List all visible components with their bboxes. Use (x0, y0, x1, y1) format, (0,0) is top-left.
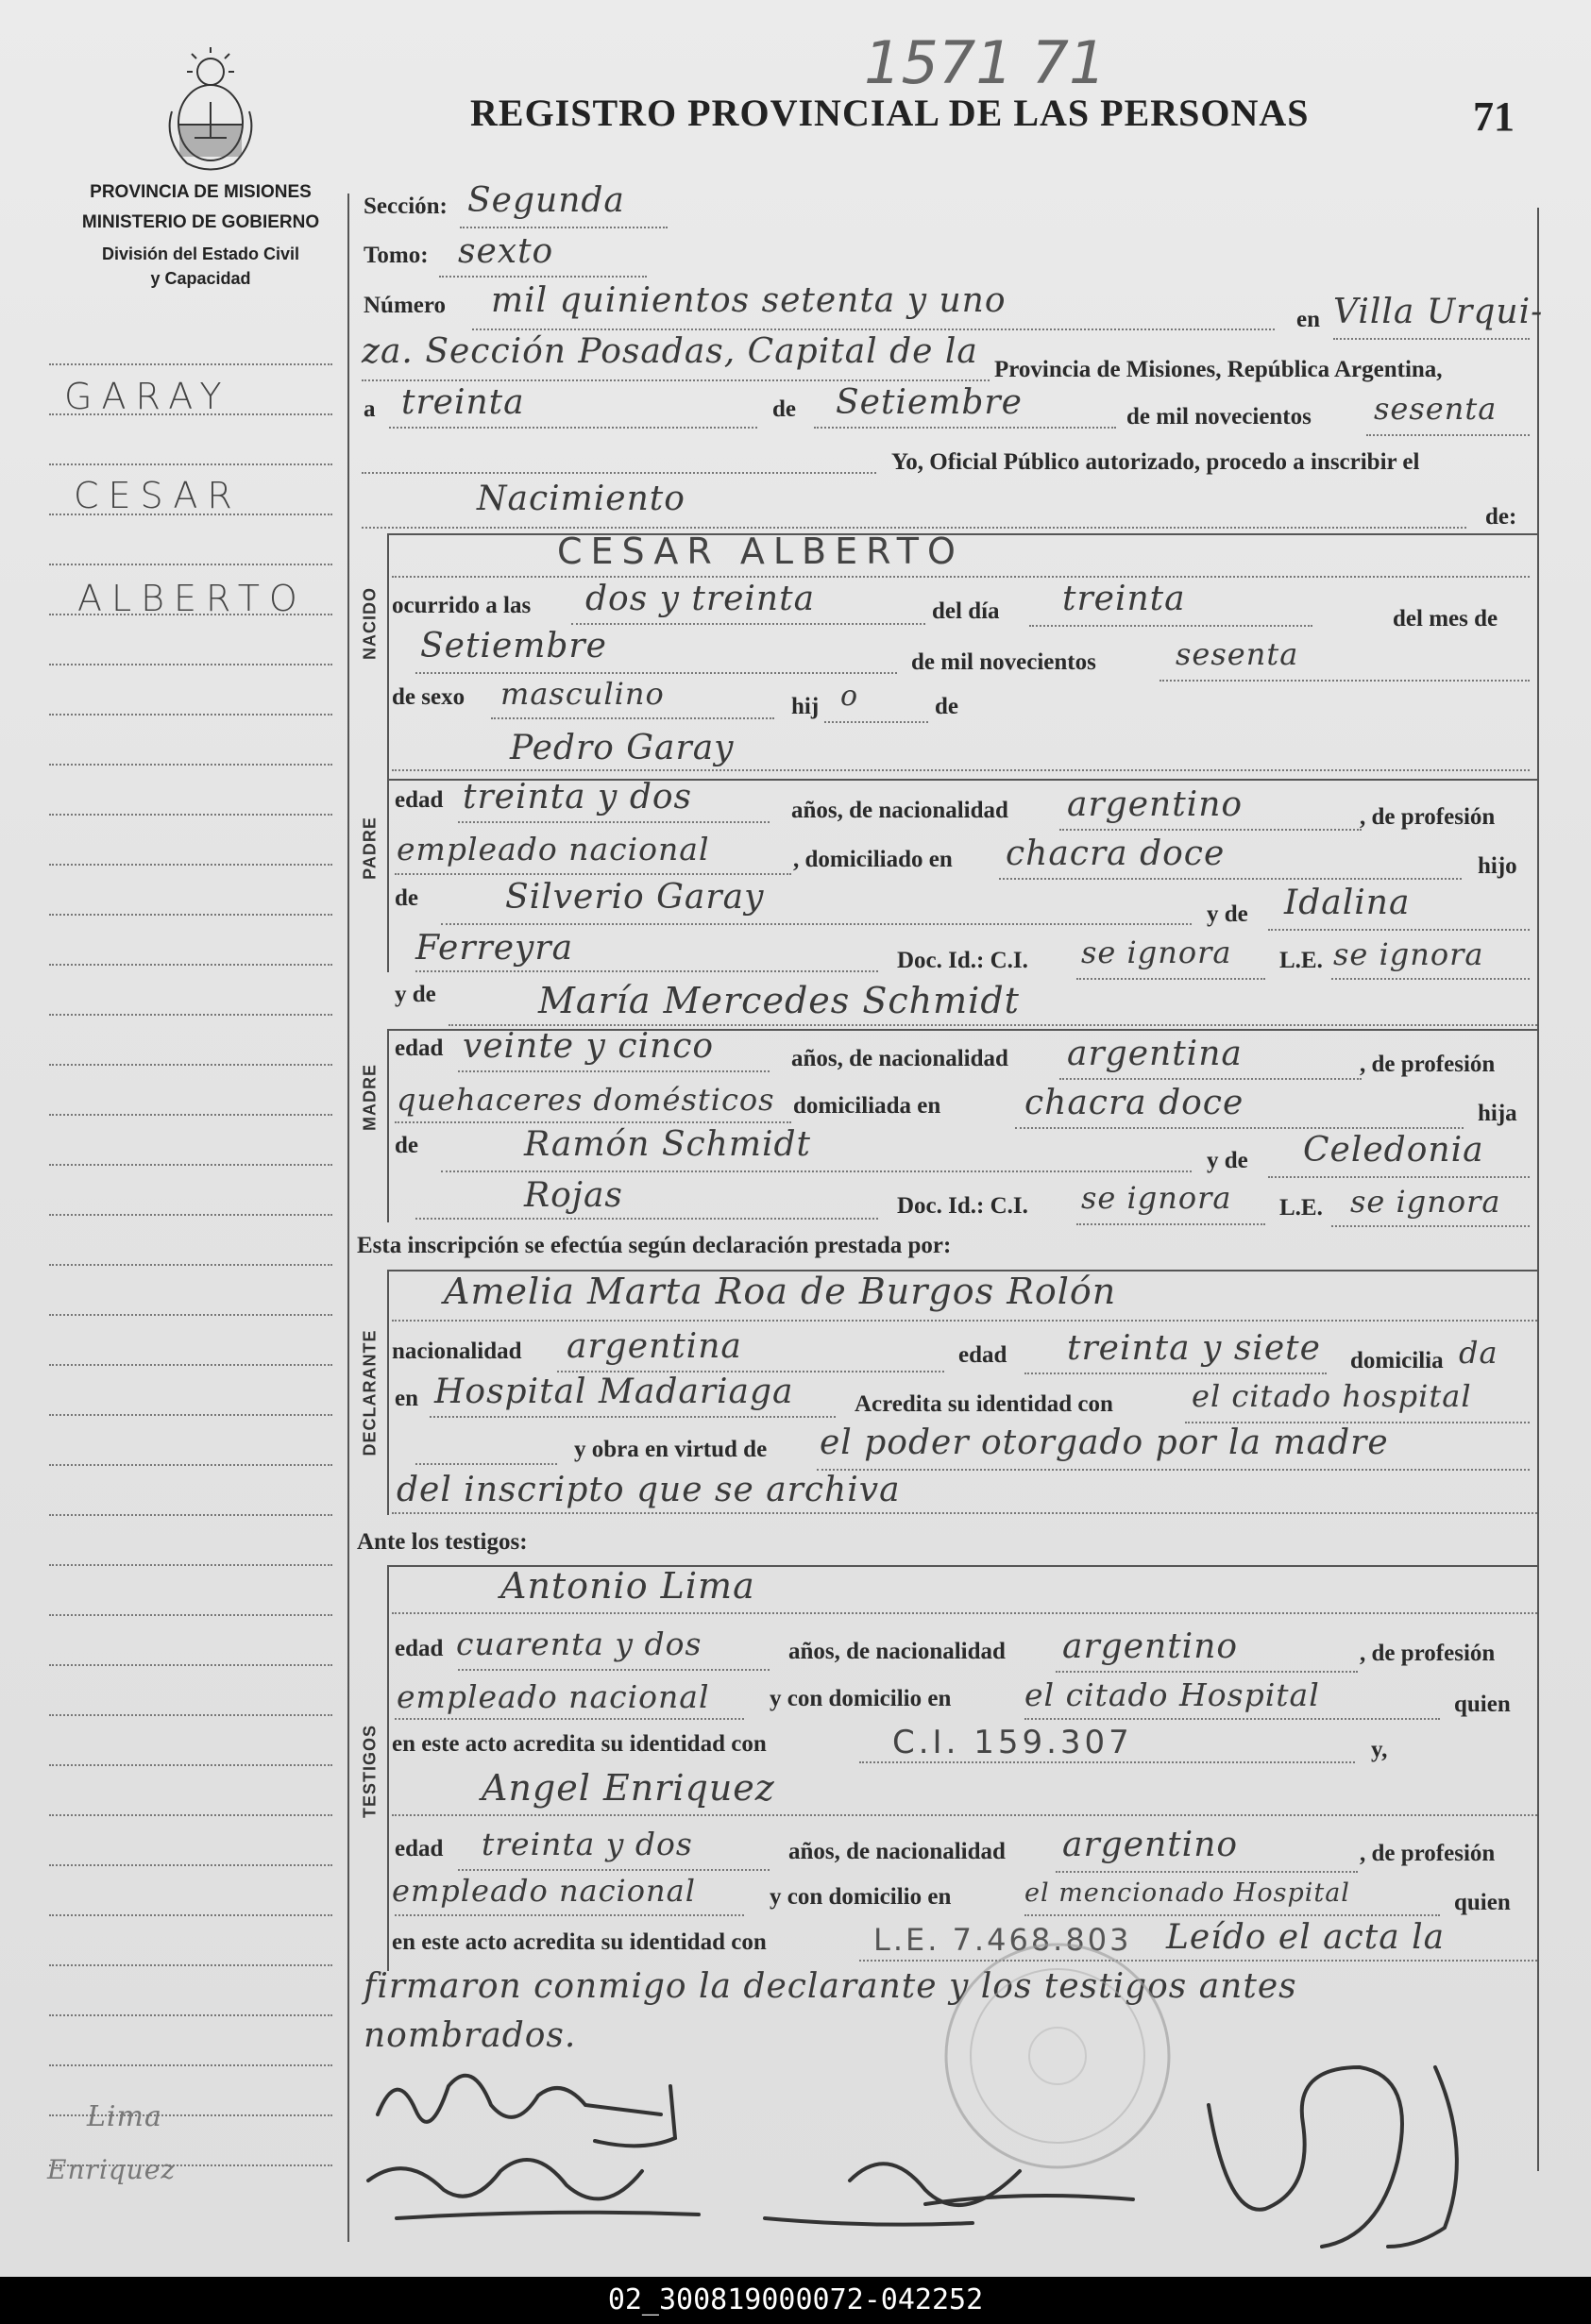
value-testigo1-edad: cuarenta y dos (456, 1625, 702, 1662)
margin-ruled-line (49, 814, 332, 816)
signature-scribbles-icon (359, 2029, 1539, 2256)
label-anios-padre: años, de nacionalidad (791, 798, 1008, 823)
value-madre-madre-2: Rojas (524, 1176, 623, 1215)
margin-ruled-line (49, 1814, 332, 1816)
label-seccion: Sección: (364, 194, 448, 219)
value-testigo2-dom: el mencionado Hospital (1024, 1878, 1350, 1908)
label-profesion-testigo2: , de profesión (1360, 1841, 1496, 1866)
form-right-border (1537, 208, 1539, 2171)
margin-ruled-line (49, 564, 332, 565)
file-id-caption: 02_300819000072-042252 (0, 2277, 1591, 2324)
label-de-madre-padre: de (395, 1133, 418, 1158)
margin-ruled-line (49, 1264, 332, 1266)
label-numero: Número (364, 293, 447, 318)
margin-ruled-line (49, 1214, 332, 1216)
label-y-de-padre: y de (1207, 901, 1248, 927)
label-hijo: hijo (1478, 853, 1517, 879)
margin-ruled-line (49, 1064, 332, 1066)
value-hora: dos y treinta (585, 580, 816, 618)
label-ocurrido: ocurrido a las (392, 593, 532, 618)
label-doc-id-padre: Doc. Id.: C.I. (897, 948, 1028, 973)
label-quien-testigo1: quien (1454, 1692, 1511, 1717)
margin-signature-2: Enriquez (47, 2154, 177, 2185)
value-testigo2-id: L.E. 7.468.803 (873, 1922, 1132, 1958)
label-le-madre: L.E. (1279, 1195, 1323, 1221)
label-en-declarante: en (395, 1386, 418, 1411)
value-anio-nac: sesenta (1176, 636, 1299, 672)
value-testigo1-prof: empleado nacional (397, 1678, 710, 1715)
value-padre-padre: Silverio Garay (505, 878, 765, 917)
margin-ruled-line (49, 1314, 332, 1316)
margin-ruled-line (49, 714, 332, 716)
record-number: 1571 71 (864, 28, 1107, 97)
margin-ruled-line (49, 463, 332, 465)
label-doc-id-madre: Doc. Id.: C.I. (897, 1193, 1028, 1219)
label-edad-declarante: edad (958, 1342, 1007, 1368)
value-anio: sesenta (1374, 391, 1498, 427)
label-edad-padre: edad (395, 787, 444, 813)
side-label-madre: MADRE (360, 1064, 380, 1131)
value-madre-madre-1: Celedonia (1303, 1131, 1484, 1170)
value-mes-nac: Setiembre (420, 627, 607, 665)
side-label-declarante: DECLARANTE (360, 1329, 380, 1457)
label-de-padre-padre: de (395, 885, 418, 911)
value-lugar-1: Villa Urqui- (1333, 293, 1544, 331)
value-padre-prof: empleado nacional (397, 831, 710, 867)
value-cierre-3: nombrados. (364, 2016, 577, 2055)
value-lugar-2: za. Sección Posadas, Capital de la (362, 332, 978, 371)
value-acto: Nacimiento (477, 480, 685, 518)
value-padre-edad: treinta y dos (463, 778, 693, 817)
label-profesion-madre: , de profesión (1360, 1052, 1496, 1077)
value-hij-suffix: o (840, 680, 859, 713)
margin-ruled-line (49, 1164, 332, 1166)
label-provincia: Provincia de Misiones, República Argentina, (994, 357, 1443, 382)
margin-ruled-line (49, 1564, 332, 1566)
label-del-mes: del mes de (1393, 606, 1498, 632)
label-de-colon: de: (1485, 504, 1517, 530)
label-hija: hija (1478, 1101, 1517, 1126)
value-madre-padre: Ramón Schmidt (524, 1125, 812, 1164)
page-number: 71 (1473, 93, 1515, 140)
value-dia-nac: treinta (1062, 580, 1186, 618)
margin-signature-1: Lima (87, 2100, 162, 2133)
margin-surname: GARAY (64, 376, 231, 417)
page-title: REGISTRO PROVINCIAL DE LAS PERSONAS (470, 92, 1310, 134)
label-profesion-testigo1: , de profesión (1360, 1641, 1496, 1666)
value-declarante-poder-1: el poder otorgado por la madre (820, 1423, 1389, 1462)
coat-of-arms-icon (159, 45, 262, 177)
label-domiciliada: domiciliada en (793, 1093, 941, 1119)
org-name-2: MINISTERIO DE GOBIERNO (81, 212, 320, 232)
margin-divider (347, 194, 349, 2242)
value-madre-nac: argentina (1067, 1035, 1243, 1073)
value-madre-edad: veinte y cinco (463, 1027, 715, 1066)
value-madre-le: se ignora (1350, 1184, 1501, 1220)
margin-ruled-line (49, 1714, 332, 1716)
value-padre-dom: chacra doce (1006, 834, 1226, 873)
org-name-4: y Capacidad (150, 269, 251, 288)
margin-ruled-line (49, 1664, 332, 1666)
value-testigo2-prof: empleado nacional (392, 1873, 696, 1909)
value-mes: Setiembre (836, 383, 1023, 422)
label-de-padres: de (935, 694, 958, 719)
margin-ruled-line (49, 1464, 332, 1466)
label-edad-testigo2: edad (395, 1836, 444, 1861)
label-anios-testigo2: años, de nacionalidad (788, 1839, 1006, 1864)
margin-ruled-line (49, 964, 332, 966)
margin-ruled-line (49, 1114, 332, 1116)
margin-ruled-line (49, 2014, 332, 2016)
label-anios-madre: años, de nacionalidad (791, 1046, 1008, 1071)
label-profesion-padre: , de profesión (1360, 804, 1496, 830)
margin-ruled-line (49, 2064, 332, 2066)
margin-ruled-line (49, 1014, 332, 1016)
label-nacionalidad-declarante: nacionalidad (392, 1339, 522, 1364)
value-padre-madre-2: Ferreyra (415, 929, 574, 968)
value-seccion: Segunda (467, 181, 625, 220)
label-acredita-testigo2: en este acto acredita su identidad con (392, 1929, 767, 1955)
label-anios-testigo1: años, de nacionalidad (788, 1639, 1006, 1664)
label-tomo: Tomo: (364, 243, 429, 268)
margin-ruled-line (49, 1914, 332, 1916)
value-declarante-dom-1: da (1459, 1335, 1498, 1371)
label-mil-novecientos: de mil novecientos (1126, 404, 1312, 429)
label-y-de-madre: y de (395, 982, 436, 1007)
value-declarante-dom-2: Hospital Madariaga (434, 1373, 794, 1411)
label-con-domicilio-testigo2: y con domicilio en (770, 1884, 952, 1910)
side-label-nacido: NACIDO (360, 587, 380, 660)
margin-ruled-line (49, 664, 332, 665)
value-declarante-nac: argentina (567, 1327, 742, 1366)
label-domicilia: domicilia (1350, 1348, 1444, 1373)
label-acredita-testigo1: en este acto acredita su identidad con (392, 1731, 767, 1757)
value-padre-nombre: Pedro Garay (510, 729, 735, 767)
value-nombre-nacido: CESAR ALBERTO (557, 530, 964, 572)
side-label-testigos: TESTIGOS (360, 1725, 380, 1819)
value-madre-prof: quehaceres domésticos (397, 1082, 775, 1118)
label-de-mes: de (772, 396, 796, 422)
value-padre-madre-1: Idalina (1284, 884, 1411, 922)
label-acredita: Acredita su identidad con (855, 1391, 1113, 1417)
label-domiciliado: , domiciliado en (793, 847, 953, 872)
margin-ruled-line (49, 1964, 332, 1966)
label-inscripcion: Esta inscripción se efectúa según declaración prestada por: (357, 1233, 952, 1258)
margin-ruled-line (49, 764, 332, 766)
value-sexo: masculino (500, 676, 665, 712)
value-testigo1-nac: argentino (1062, 1627, 1239, 1666)
margin-middle-name: ALBERTO (77, 578, 307, 619)
margin-ruled-line (49, 1364, 332, 1366)
label-quien-testigo2: quien (1454, 1890, 1511, 1915)
value-cierre-1: Leído el acta la (1166, 1918, 1446, 1957)
margin-ruled-line (49, 1864, 332, 1866)
margin-ruled-line (49, 363, 332, 365)
org-name-1: PROVINCIA DE MISIONES (90, 182, 312, 202)
value-padre-nac: argentino (1067, 785, 1244, 824)
side-label-padre: PADRE (360, 817, 380, 880)
value-numero: mil quinientos setenta y uno (491, 281, 1007, 320)
value-testigo1-nombre: Antonio Lima (500, 1565, 755, 1607)
value-declarante-id: el citado hospital (1192, 1378, 1472, 1414)
label-edad-madre: edad (395, 1036, 444, 1061)
label-de-mil-nov: de mil novecientos (911, 649, 1096, 675)
value-madre-ci: se ignora (1081, 1180, 1232, 1216)
label-oficial: Yo, Oficial Público autorizado, procedo a inscribir el (891, 449, 1420, 475)
margin-ruled-line (49, 1614, 332, 1616)
value-madre-dom: chacra doce (1024, 1084, 1244, 1122)
value-declarante-nombre: Amelia Marta Roa de Burgos Rolón (444, 1271, 1117, 1312)
value-cierre-2: firmaron conmigo la declarante y los testigos antes (364, 1967, 1297, 2006)
value-tomo: sexto (458, 232, 554, 271)
label-y-testigo1: y, (1371, 1737, 1388, 1762)
label-a: a (364, 396, 376, 422)
margin-first-name: CESAR (74, 475, 242, 516)
value-padre-ci: se ignora (1081, 935, 1232, 970)
margin-ruled-line (49, 1414, 332, 1416)
value-testigo1-dom: el citado Hospital (1024, 1676, 1320, 1713)
label-en: en (1296, 307, 1320, 332)
margin-ruled-line (49, 1764, 332, 1766)
value-testigo2-nac: argentino (1062, 1826, 1239, 1864)
label-con-domicilio-testigo1: y con domicilio en (770, 1686, 952, 1711)
label-ante-testigos: Ante los testigos: (357, 1529, 528, 1555)
value-declarante-edad: treinta y siete (1067, 1329, 1321, 1368)
label-del-dia: del día (932, 598, 1000, 624)
value-padre-le: se ignora (1333, 936, 1484, 972)
label-edad-testigo1: edad (395, 1636, 444, 1661)
margin-ruled-line (49, 1514, 332, 1516)
margin-ruled-line (49, 864, 332, 866)
margin-ruled-line (49, 914, 332, 916)
label-obra: y obra en virtud de (574, 1437, 768, 1462)
label-de-sexo: de sexo (392, 684, 465, 710)
value-testigo2-edad: treinta y dos (482, 1826, 693, 1862)
value-madre-nombre: María Mercedes Schmidt (538, 980, 1020, 1021)
value-dia: treinta (401, 383, 525, 422)
label-y-de-madre-madre: y de (1207, 1148, 1248, 1173)
label-le-padre: L.E. (1279, 948, 1323, 973)
value-testigo2-nombre: Angel Enriquez (482, 1767, 775, 1809)
value-declarante-poder-2: del inscripto que se archiva (397, 1471, 901, 1509)
value-testigo1-id: C.I. 159.307 (892, 1724, 1133, 1761)
label-hij: hij (791, 694, 820, 719)
org-name-3: División del Estado Civil (101, 244, 300, 263)
